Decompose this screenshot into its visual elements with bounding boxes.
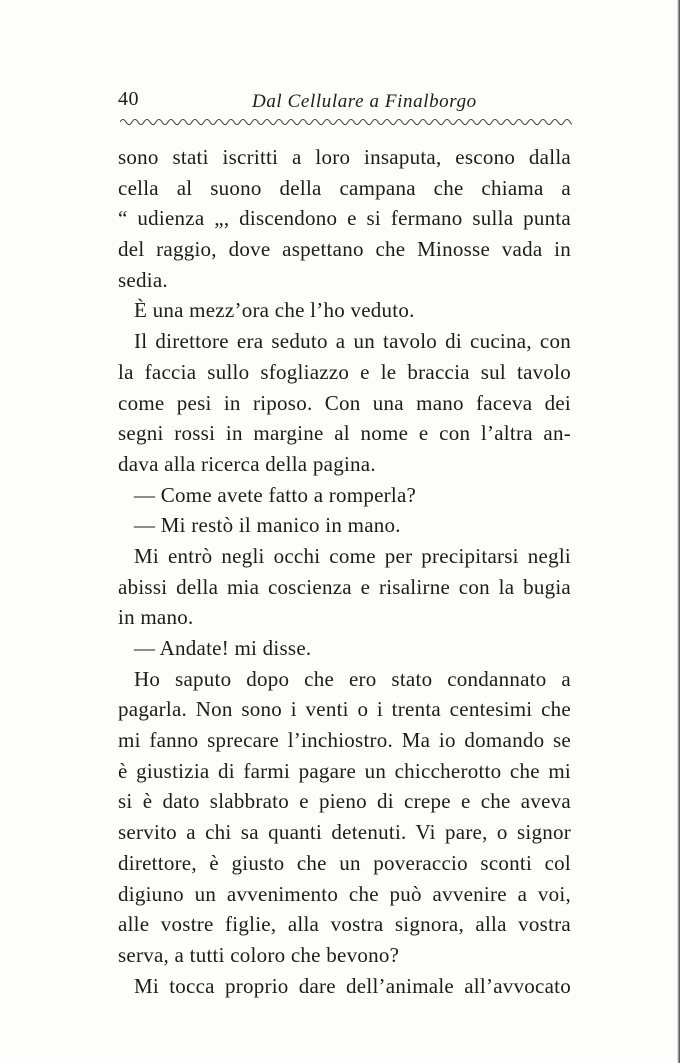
text-line: Mi tocca proprio dare dell’animale all’avvocato (134, 973, 571, 998)
text-line: serva, a tutti coloro che bevono? (118, 942, 400, 967)
text-line: “ udienza „, discendono e si fermano sulla punta (118, 206, 571, 231)
text-line: direttore, è giusto che un poveraccio sconti col (118, 850, 571, 875)
text-line: digiuno un avvenimento che può avvenire a voi, (118, 881, 571, 906)
text-line: alle vostre figlie, alla vostra signora, alla vostra (118, 912, 571, 937)
page-number: 40 (118, 88, 139, 110)
wavy-rule (120, 116, 572, 128)
text-line: abissi della mia coscienza e risalirne con la bugia (118, 574, 571, 599)
text-line: Il direttore era seduto a un tavolo di cucina, con (134, 329, 571, 354)
text-line: È una mezz’ora che l’ho veduto. (134, 298, 415, 323)
text-line: mi fanno sprecare l’inchiostro. Ma io domando se (118, 728, 571, 753)
text-line: la faccia sullo sfogliazzo e le braccia sul tavolo (118, 359, 571, 384)
text-line: si è dato slabbrato e pieno di crepe e che aveva (118, 789, 571, 814)
text-line: in mano. (118, 605, 194, 630)
text-line: — Come avete fatto a romperla? (134, 482, 417, 507)
text-line: — Andate! mi disse. (134, 636, 312, 660)
text-line: sedia. (118, 267, 168, 292)
text-line: Mi entrò negli occhi come per precipitarsi negli (134, 543, 571, 568)
text-line: servito a chi sa quanti detenuti. Vi pare, o signor (118, 820, 571, 845)
text-line: pagarla. Non sono i venti o i trenta centesimi che (118, 697, 571, 722)
text-line: cella al suono della campana che chiama a (118, 175, 571, 200)
body-text (118, 142, 571, 1001)
text-line: — Mi restò il manico in mano. (134, 513, 401, 538)
text-line: Ho saputo dopo che ero stato condannato a (134, 666, 571, 691)
text-line: è giustizia di farmi pagare un chiccherotto che mi (118, 758, 571, 783)
running-head: Dal Cellulare a Finalborgo (252, 91, 477, 112)
text-line: segni rossi in margine al nome e con l’altra an- (118, 421, 571, 446)
text-line: del raggio, dove aspettano che Minosse vada in (118, 237, 571, 262)
text-line: sono stati iscritti a loro insaputa, escono dalla (118, 145, 571, 169)
text-line: dava alla ricerca della pagina. (118, 451, 376, 476)
text-line: come pesi in riposo. Con una mano faceva dei (118, 390, 571, 415)
